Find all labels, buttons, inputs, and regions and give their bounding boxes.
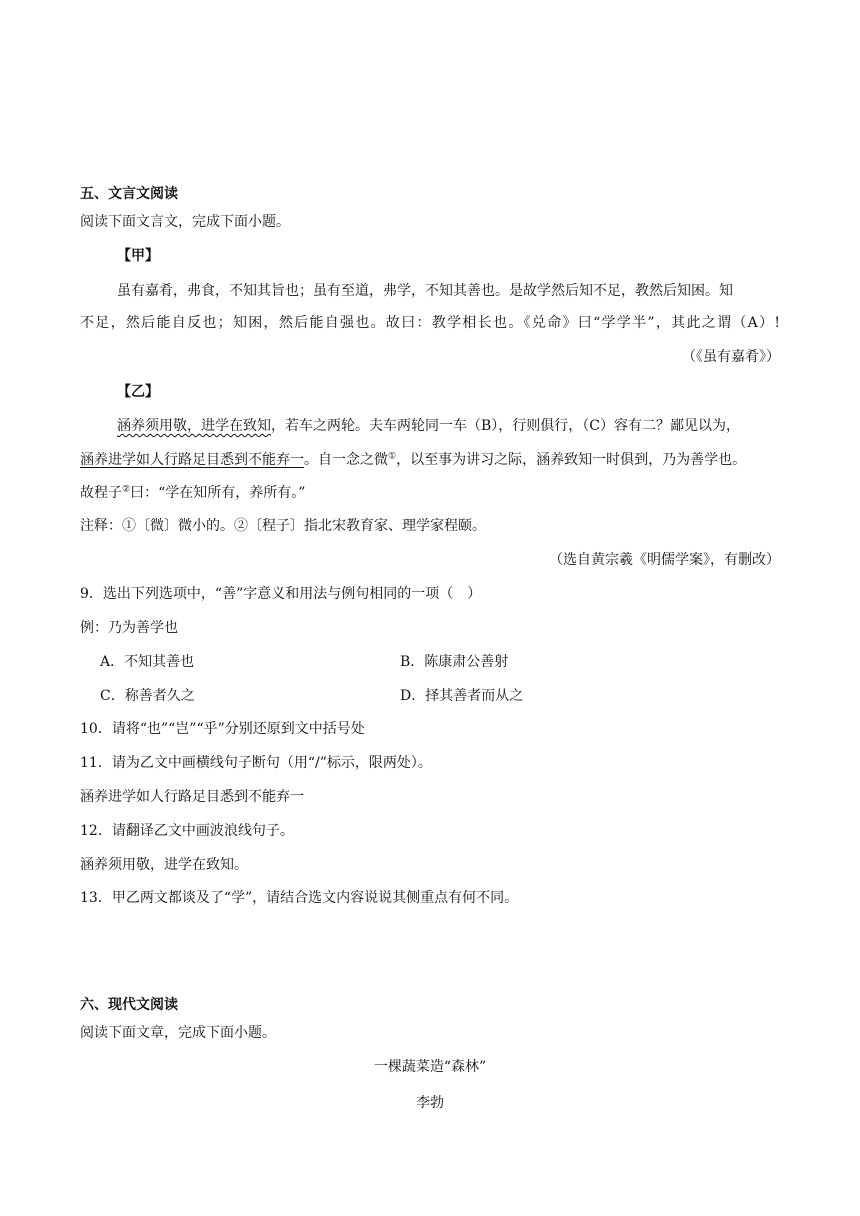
option-b: B．陈康肃公善射: [400, 654, 509, 670]
option-a: A．不知其善也: [100, 654, 195, 670]
question-9-example: 例：乃为善学也: [80, 620, 178, 636]
option-d: D．择其善者而从之: [400, 688, 524, 704]
section6-intro: 阅读下面文章，完成下面小题。: [80, 1025, 276, 1041]
jia-line-2: 不足，然后能自反也；知困，然后能自强也。故曰：教学相长也。《兑命》曰“学学半”，其此之谓（A）!: [80, 315, 780, 331]
underlined-sentence: 涵养进学如人行路足目悉到不能弃一: [80, 452, 304, 468]
yi-source: （选自黄宗羲《明儒学案》，有删改）: [549, 552, 780, 568]
section6-title: 六、现代文阅读: [80, 997, 178, 1013]
options-row-2: [100, 686, 780, 706]
yi-line-1-rest: ，若车之两轮。夫车两轮同一车（B），行则俱行，（C）容有二？鄙见以为，: [271, 418, 740, 434]
yi-line-2-a: 。自一念之微: [304, 452, 388, 468]
yi-line-3-a: 故程子: [80, 485, 122, 501]
jia-line-1: 虽有嘉肴，弗食，不知其旨也；虽有至道，弗学，不知其善也。是故学然后知不足，教然后知困。知: [117, 283, 733, 299]
question-11-sentence: 涵养进学如人行路足目悉到不能弃一: [80, 789, 304, 805]
footnote-marker-1: ①: [388, 451, 397, 462]
yi-line-2-b: ，以至事为讲习之际，涵养致知一时俱到，乃为善学也。: [396, 452, 747, 468]
option-c: C．称善者久之: [100, 688, 195, 704]
question-10: 10．请将“也”“岂”“乎”分别还原到文中括号处: [80, 721, 365, 737]
options-row-1: [100, 652, 780, 672]
article-title: 一棵蔬菜造“森林”: [373, 1059, 487, 1075]
yi-line-2: [80, 450, 780, 470]
question-11: 11．请为乙文中画横线句子断句（用“/”标示，限两处）。: [80, 755, 432, 771]
yi-line-3-b: 曰：“学在知所有，养所有。”: [130, 485, 306, 501]
question-9: 9．选出下列选项中，“善”字意义和用法与例句相同的一项（ ）: [80, 586, 482, 602]
jia-source: （《虽有嘉肴》）: [682, 349, 780, 365]
question-12-sentence: 涵养须用敬，进学在致知。: [80, 857, 248, 873]
article-author: 李勃: [416, 1095, 444, 1111]
footnote-marker-2: ②: [122, 484, 131, 495]
question-12: 12．请翻译乙文中画波浪线句子。: [80, 823, 294, 839]
yi-label: 【乙】: [117, 384, 159, 400]
question-13: 13．甲乙两文都谈及了“学”，请结合选文内容说说其侧重点有何不同。: [80, 890, 519, 906]
section5-title: 五、文言文阅读: [80, 186, 178, 202]
wavy-underlined-sentence: 涵养须用敬，进学在致知: [117, 418, 271, 434]
jia-label: 【甲】: [117, 248, 159, 264]
yi-line-3: [80, 483, 780, 503]
yi-line-1: [117, 416, 780, 436]
notes: 注释：①〔微〕微小的。②〔程子〕指北宋教育家、理学家程颐。: [80, 518, 486, 534]
section5-intro: 阅读下面文言文，完成下面小题。: [80, 214, 290, 230]
